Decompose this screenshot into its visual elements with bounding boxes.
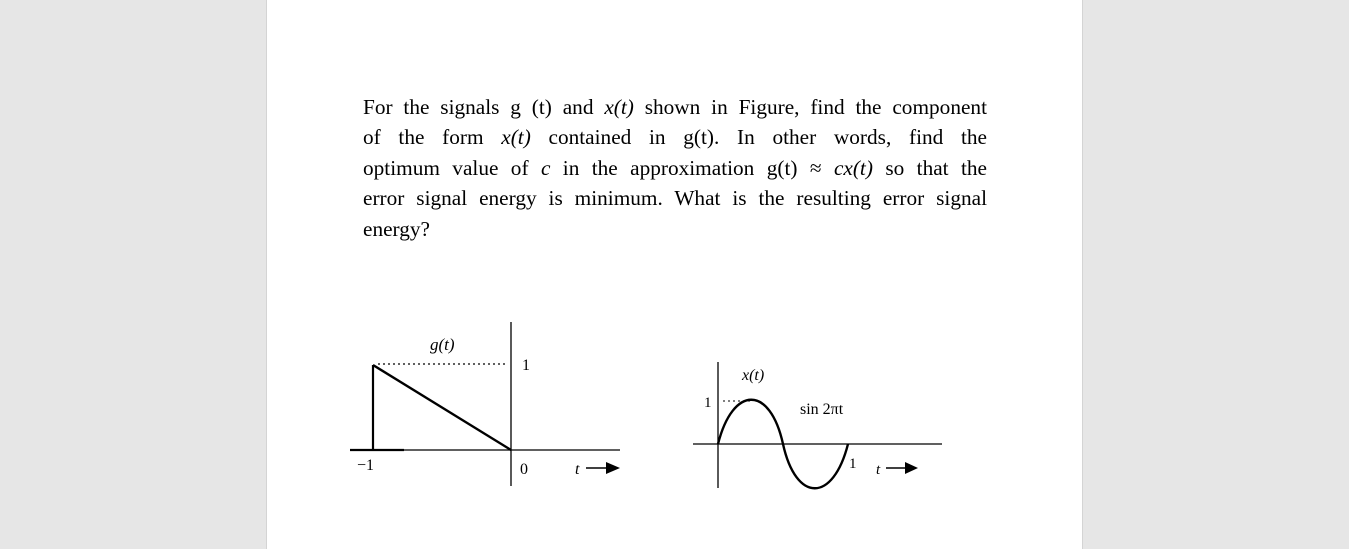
g-plot bbox=[350, 322, 620, 486]
question-line-2: of the form x(t) contained in g(t). In other words, find the bbox=[363, 125, 987, 150]
g-tick-zero: 0 bbox=[520, 461, 528, 478]
question-line-1: For the signals g (t) and x(t) shown in Figure, find the component bbox=[363, 95, 987, 119]
g-t-axis-label: t bbox=[575, 461, 580, 478]
question-line-4: error signal energy is minimum. What is the resulting error signal bbox=[363, 186, 987, 211]
x-curve-label: sin 2πt bbox=[800, 401, 844, 418]
g-ramp-line bbox=[373, 365, 511, 450]
x-label: x(t) bbox=[742, 367, 765, 384]
g-tick-one: 1 bbox=[522, 357, 530, 374]
g-arrowhead-icon bbox=[606, 462, 620, 474]
x-t-axis-label: t bbox=[876, 462, 881, 478]
question-line-5: energy? bbox=[363, 216, 431, 241]
x-arrowhead-icon bbox=[905, 462, 918, 474]
question-line-3: optimum value of c in the approximation g(t) ≈ cx(t) so that the bbox=[363, 155, 987, 180]
g-label: g(t) bbox=[430, 335, 455, 354]
g-tick-minus-one: −1 bbox=[357, 457, 375, 474]
x-tick-one-x: 1 bbox=[849, 456, 857, 472]
x-tick-one-y: 1 bbox=[704, 395, 712, 411]
x-plot bbox=[693, 362, 942, 488]
